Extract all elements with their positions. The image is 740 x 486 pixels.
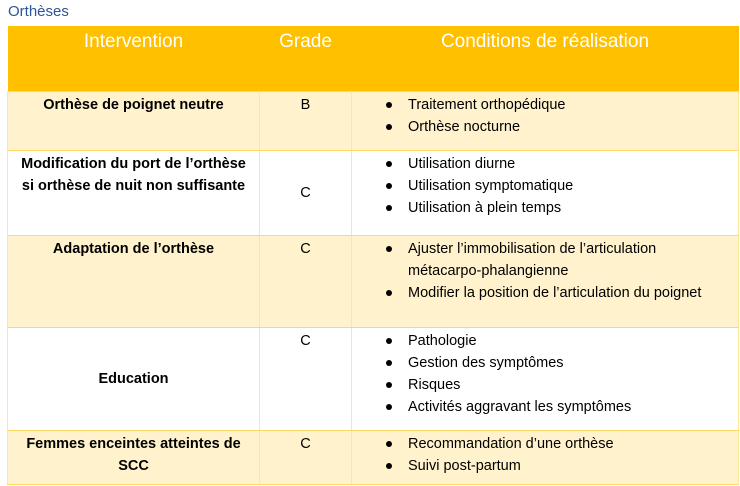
bullet-icon: [386, 382, 392, 388]
condition-item: Traitement orthopédique: [386, 94, 732, 116]
grade-cell: C: [260, 151, 352, 236]
condition-item: Modifier la position de l’articulation du poignet: [386, 282, 732, 304]
conditions-cell: [352, 151, 739, 236]
grade-cell: B: [260, 92, 352, 151]
bullet-icon: [386, 124, 392, 130]
table-row: [8, 236, 739, 328]
condition-item: Utilisation symptomatique: [386, 175, 732, 197]
grade-cell: C: [260, 328, 352, 431]
condition-item: Activités aggravant les symptômes: [386, 396, 732, 418]
bullet-icon: [386, 183, 392, 189]
bullet-icon: [386, 205, 392, 211]
bullet-icon: [386, 338, 392, 344]
condition-item: Orthèse nocturne: [386, 116, 732, 138]
condition-item: Utilisation diurne: [386, 153, 732, 175]
header-intervention: Intervention: [8, 26, 260, 92]
intervention-cell: Orthèse de poignet neutre: [8, 92, 260, 151]
conditions-cell: [352, 236, 739, 328]
conditions-cell: [352, 431, 739, 485]
bullet-icon: [386, 404, 392, 410]
condition-item: Suivi post-partum: [386, 455, 732, 477]
section-title: Orthèses: [8, 3, 69, 20]
condition-item: Recommandation d’une orthèse: [386, 433, 732, 455]
table-row: [8, 92, 739, 151]
intervention-cell: Modification du port de l’orthèse si orthèse de nuit non suffisante: [8, 151, 260, 236]
conditions-cell: [352, 92, 739, 151]
table-row: [8, 328, 739, 431]
header-conditions: Conditions de réalisation: [352, 26, 739, 92]
condition-item: Pathologie: [386, 330, 732, 352]
grade-cell: C: [260, 431, 352, 485]
condition-item: Utilisation à plein temps: [386, 197, 732, 219]
intervention-cell: Adaptation de l’orthèse: [8, 236, 260, 328]
bullet-icon: [386, 441, 392, 447]
bullet-icon: [386, 102, 392, 108]
table-header-row: [8, 26, 739, 92]
table-row: [8, 151, 739, 236]
condition-item: Risques: [386, 374, 732, 396]
table-row: [8, 431, 739, 485]
intervention-cell: Education: [8, 328, 260, 431]
condition-item: Gestion des symptômes: [386, 352, 732, 374]
intervention-cell: Femmes enceintes atteintes de SCC: [8, 431, 260, 485]
bullet-icon: [386, 246, 392, 252]
header-grade: Grade: [260, 26, 352, 92]
orthoses-table: [7, 26, 739, 485]
grade-cell: C: [260, 236, 352, 328]
bullet-icon: [386, 290, 392, 296]
bullet-icon: [386, 463, 392, 469]
bullet-icon: [386, 360, 392, 366]
bullet-icon: [386, 161, 392, 167]
conditions-cell: [352, 328, 739, 431]
condition-item: Ajuster l’immobilisation de l’articulation métacarpo-phalangienne: [386, 238, 732, 282]
